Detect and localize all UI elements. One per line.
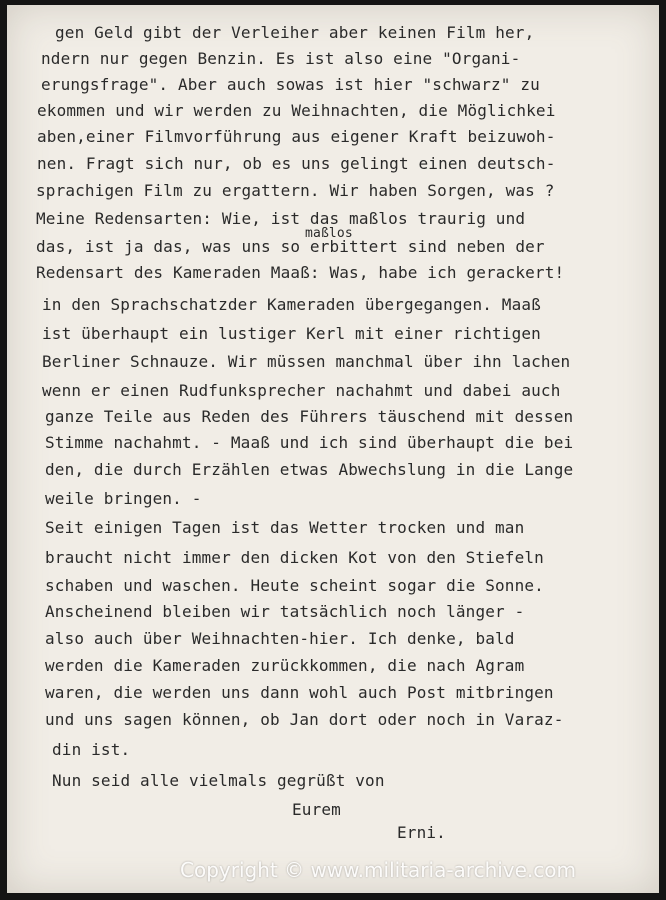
letter-line: waren, die werden uns dann wohl auch Post mitbringen bbox=[45, 683, 554, 702]
letter-line: aben,einer Filmvorführung aus eigener Kraft beizuwoh- bbox=[37, 127, 556, 146]
letter-line: ist überhaupt ein lustiger Kerl mit einer richtigen bbox=[42, 324, 541, 343]
letter-line: sprachigen Film zu ergattern. Wir haben Sorgen, was ? bbox=[36, 181, 555, 200]
letter-line: ekommen und wir werden zu Weihnachten, die Möglichkei bbox=[37, 101, 556, 120]
interlinear-correction: maßlos bbox=[305, 226, 353, 241]
letter-line: gen Geld gibt der Verleiher aber keinen Film her, bbox=[55, 23, 535, 42]
letter-line: Anscheinend bleiben wir tatsächlich noch länger - bbox=[45, 602, 525, 621]
letter-line: din ist. bbox=[52, 740, 131, 759]
letter-line: ganze Teile aus Reden des Führers täuschend mit dessen bbox=[45, 407, 574, 426]
letter-line: werden die Kameraden zurückkommen, die nach Agram bbox=[45, 656, 525, 675]
letter-line: den, die durch Erzählen etwas Abwechslung in die Lange bbox=[45, 460, 574, 479]
letter-line: Stimme nachahmt. - Maaß und ich sind überhaupt die bei bbox=[45, 433, 574, 452]
letter-line: das, ist ja das, was uns so erbittert sind neben der bbox=[36, 237, 545, 256]
letter-line: Seit einigen Tagen ist das Wetter trocken und man bbox=[45, 518, 525, 537]
letter-line: wenn er einen Rudfunksprecher nachahmt und dabei auch bbox=[42, 381, 561, 400]
letter-line: schaben und waschen. Heute scheint sogar die Sonne. bbox=[45, 576, 544, 595]
letter-line: und uns sagen können, ob Jan dort oder noch in Varaz- bbox=[45, 710, 564, 729]
letter-signature: Erni. bbox=[397, 823, 446, 842]
letter-line: in den Sprachschatzder Kameraden übergegangen. Maaß bbox=[42, 295, 541, 314]
letter-closing: Eurem bbox=[292, 800, 341, 819]
letter-line: nen. Fragt sich nur, ob es uns gelingt einen deutsch- bbox=[37, 154, 556, 173]
letter-line: Meine Redensarten: Wie, ist das maßlos traurig und bbox=[36, 209, 526, 228]
letter-sheet bbox=[7, 5, 659, 893]
letter-line: also auch über Weihnachten-hier. Ich denke, bald bbox=[45, 629, 515, 648]
letter-line: Berliner Schnauze. Wir müssen manchmal über ihn lachen bbox=[42, 352, 571, 371]
copyright-watermark: Copyright © www.militaria-archive.com bbox=[180, 858, 577, 882]
letter-line: erungsfrage". Aber auch sowas ist hier "schwarz" zu bbox=[41, 75, 540, 94]
letter-line: weile bringen. - bbox=[45, 489, 202, 508]
letter-line: Nun seid alle vielmals gegrüßt von bbox=[52, 771, 385, 790]
letter-line: Redensart des Kameraden Maaß: Was, habe ich gerackert! bbox=[36, 263, 565, 282]
letter-line: braucht nicht immer den dicken Kot von den Stiefeln bbox=[45, 548, 544, 567]
letter-line: ndern nur gegen Benzin. Es ist also eine "Organi- bbox=[41, 49, 521, 68]
